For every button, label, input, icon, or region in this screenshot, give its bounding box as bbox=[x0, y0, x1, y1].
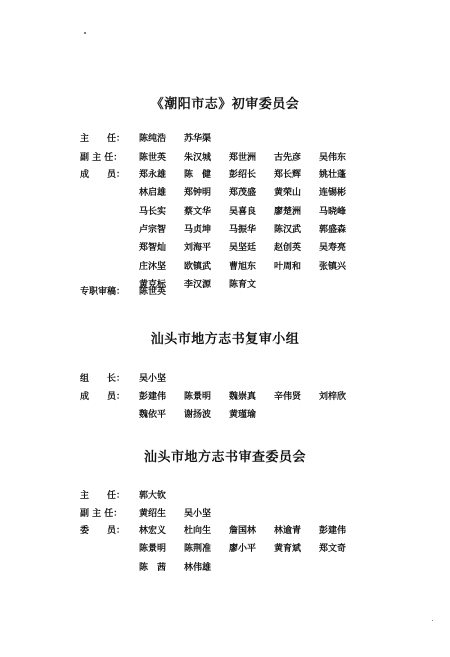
member-name: 吴喜良 bbox=[229, 206, 257, 217]
member-name: 古先彦 bbox=[274, 153, 302, 163]
role-label: 委 员： bbox=[80, 526, 126, 536]
member-name: 刘海平 bbox=[184, 243, 212, 254]
member-name: 辛伟贤 bbox=[274, 392, 302, 402]
member-name: 郭盛森 bbox=[319, 224, 347, 235]
scan-speck bbox=[84, 32, 86, 34]
member-name: 马振华 bbox=[229, 224, 257, 235]
member-name: 彭建伟 bbox=[139, 392, 167, 402]
member-name: 蔡文华 bbox=[184, 206, 212, 217]
member-name: 黄荣山 bbox=[274, 188, 302, 199]
member-name: 杜向生 bbox=[184, 526, 212, 536]
member-name: 卢宗智 bbox=[139, 224, 167, 235]
member-name: 刘梓欣 bbox=[319, 392, 347, 402]
member-name: 赵创英 bbox=[274, 243, 302, 254]
member-name: 陈世英 bbox=[139, 153, 167, 163]
role-label: 主 任： bbox=[80, 134, 126, 144]
member-name: 苏华渠 bbox=[184, 134, 212, 144]
role-label: 成 员： bbox=[80, 392, 126, 402]
member-name: 陈 茜 bbox=[139, 562, 167, 573]
member-name: 连锡彬 bbox=[319, 188, 347, 199]
member-name: 庄沐坚 bbox=[139, 261, 167, 272]
member-name: 郑世洲 bbox=[229, 153, 257, 163]
member-name: 黄绍生 bbox=[139, 509, 167, 519]
member-name: 马贞坤 bbox=[184, 224, 212, 235]
member-name: 林逾青 bbox=[274, 526, 302, 536]
member-name: 陈荆准 bbox=[184, 544, 212, 555]
member-name: 魏依平 bbox=[139, 410, 167, 421]
member-name: 陈汉武 bbox=[274, 224, 302, 235]
member-name: 郑钟明 bbox=[184, 188, 212, 199]
member-name: 郑文奇 bbox=[319, 544, 347, 555]
member-name: 魏崇真 bbox=[229, 392, 257, 402]
member-name: 林宏义 bbox=[139, 526, 167, 536]
member-name: 彭绍长 bbox=[229, 170, 257, 180]
role-label: 组 长： bbox=[80, 374, 126, 384]
role-label: 主 任： bbox=[80, 491, 126, 501]
member-name: 吴小坚 bbox=[139, 374, 167, 384]
member-name: 廖小平 bbox=[229, 544, 257, 555]
member-name: 马晓峰 bbox=[319, 206, 347, 217]
member-name: 谢扬波 bbox=[184, 410, 212, 421]
member-name: 黄育斌 bbox=[274, 544, 302, 555]
role-label: 专职审稿： bbox=[80, 287, 126, 297]
member-name: 马长实 bbox=[139, 206, 167, 217]
section-title: 《潮阳市志》初审委员会 bbox=[150, 97, 300, 112]
member-name: 吴伟东 bbox=[319, 153, 347, 163]
member-name: 欧镇武 bbox=[184, 261, 212, 272]
member-name: 陈景明 bbox=[184, 392, 212, 402]
member-name: 林伟雄 bbox=[184, 562, 212, 573]
member-name: 郑长辉 bbox=[274, 170, 302, 180]
member-name: 叶周和 bbox=[274, 261, 302, 272]
section-title: 汕头市地方志书审查委员会 bbox=[143, 450, 306, 465]
member-name: 朱汉城 bbox=[184, 153, 212, 163]
member-name: 陈纯浩 bbox=[139, 134, 167, 144]
member-name: 黄瑾瑜 bbox=[229, 410, 257, 421]
member-name: 廖楚洲 bbox=[274, 206, 302, 217]
member-name: 张镇兴 bbox=[319, 261, 347, 272]
member-name: 吴小坚 bbox=[184, 509, 212, 519]
member-name: 郑永雄 bbox=[139, 170, 167, 180]
scan-speck bbox=[432, 620, 433, 621]
role-label: 副 主 任： bbox=[80, 509, 123, 519]
role-label: 成 员： bbox=[80, 170, 126, 180]
member-name: 林启雄 bbox=[139, 188, 167, 199]
member-name: 陈景明 bbox=[139, 544, 167, 555]
member-name: 姚壮蓬 bbox=[319, 170, 347, 180]
member-name: 陈育文 bbox=[229, 279, 257, 290]
member-name: 郑茂盛 bbox=[229, 188, 257, 199]
member-name: 詹国林 bbox=[229, 526, 257, 536]
member-name: 吴坚廷 bbox=[229, 243, 257, 254]
member-name: 彭建伟 bbox=[319, 526, 347, 536]
member-name: 陈 健 bbox=[184, 170, 212, 180]
member-name: 郭大钦 bbox=[139, 491, 167, 501]
section-title: 汕头市地方志书复审小组 bbox=[150, 332, 300, 347]
member-name: 曹旭东 bbox=[229, 261, 257, 272]
role-label: 副 主 任： bbox=[80, 153, 123, 163]
member-name: 李汉源 bbox=[184, 279, 212, 290]
member-name: 陈世英 bbox=[139, 287, 167, 297]
member-name: 吴寿亮 bbox=[319, 243, 347, 254]
member-name: 郑智灿 bbox=[139, 243, 167, 254]
member-name: 黄克标 bbox=[139, 279, 167, 290]
